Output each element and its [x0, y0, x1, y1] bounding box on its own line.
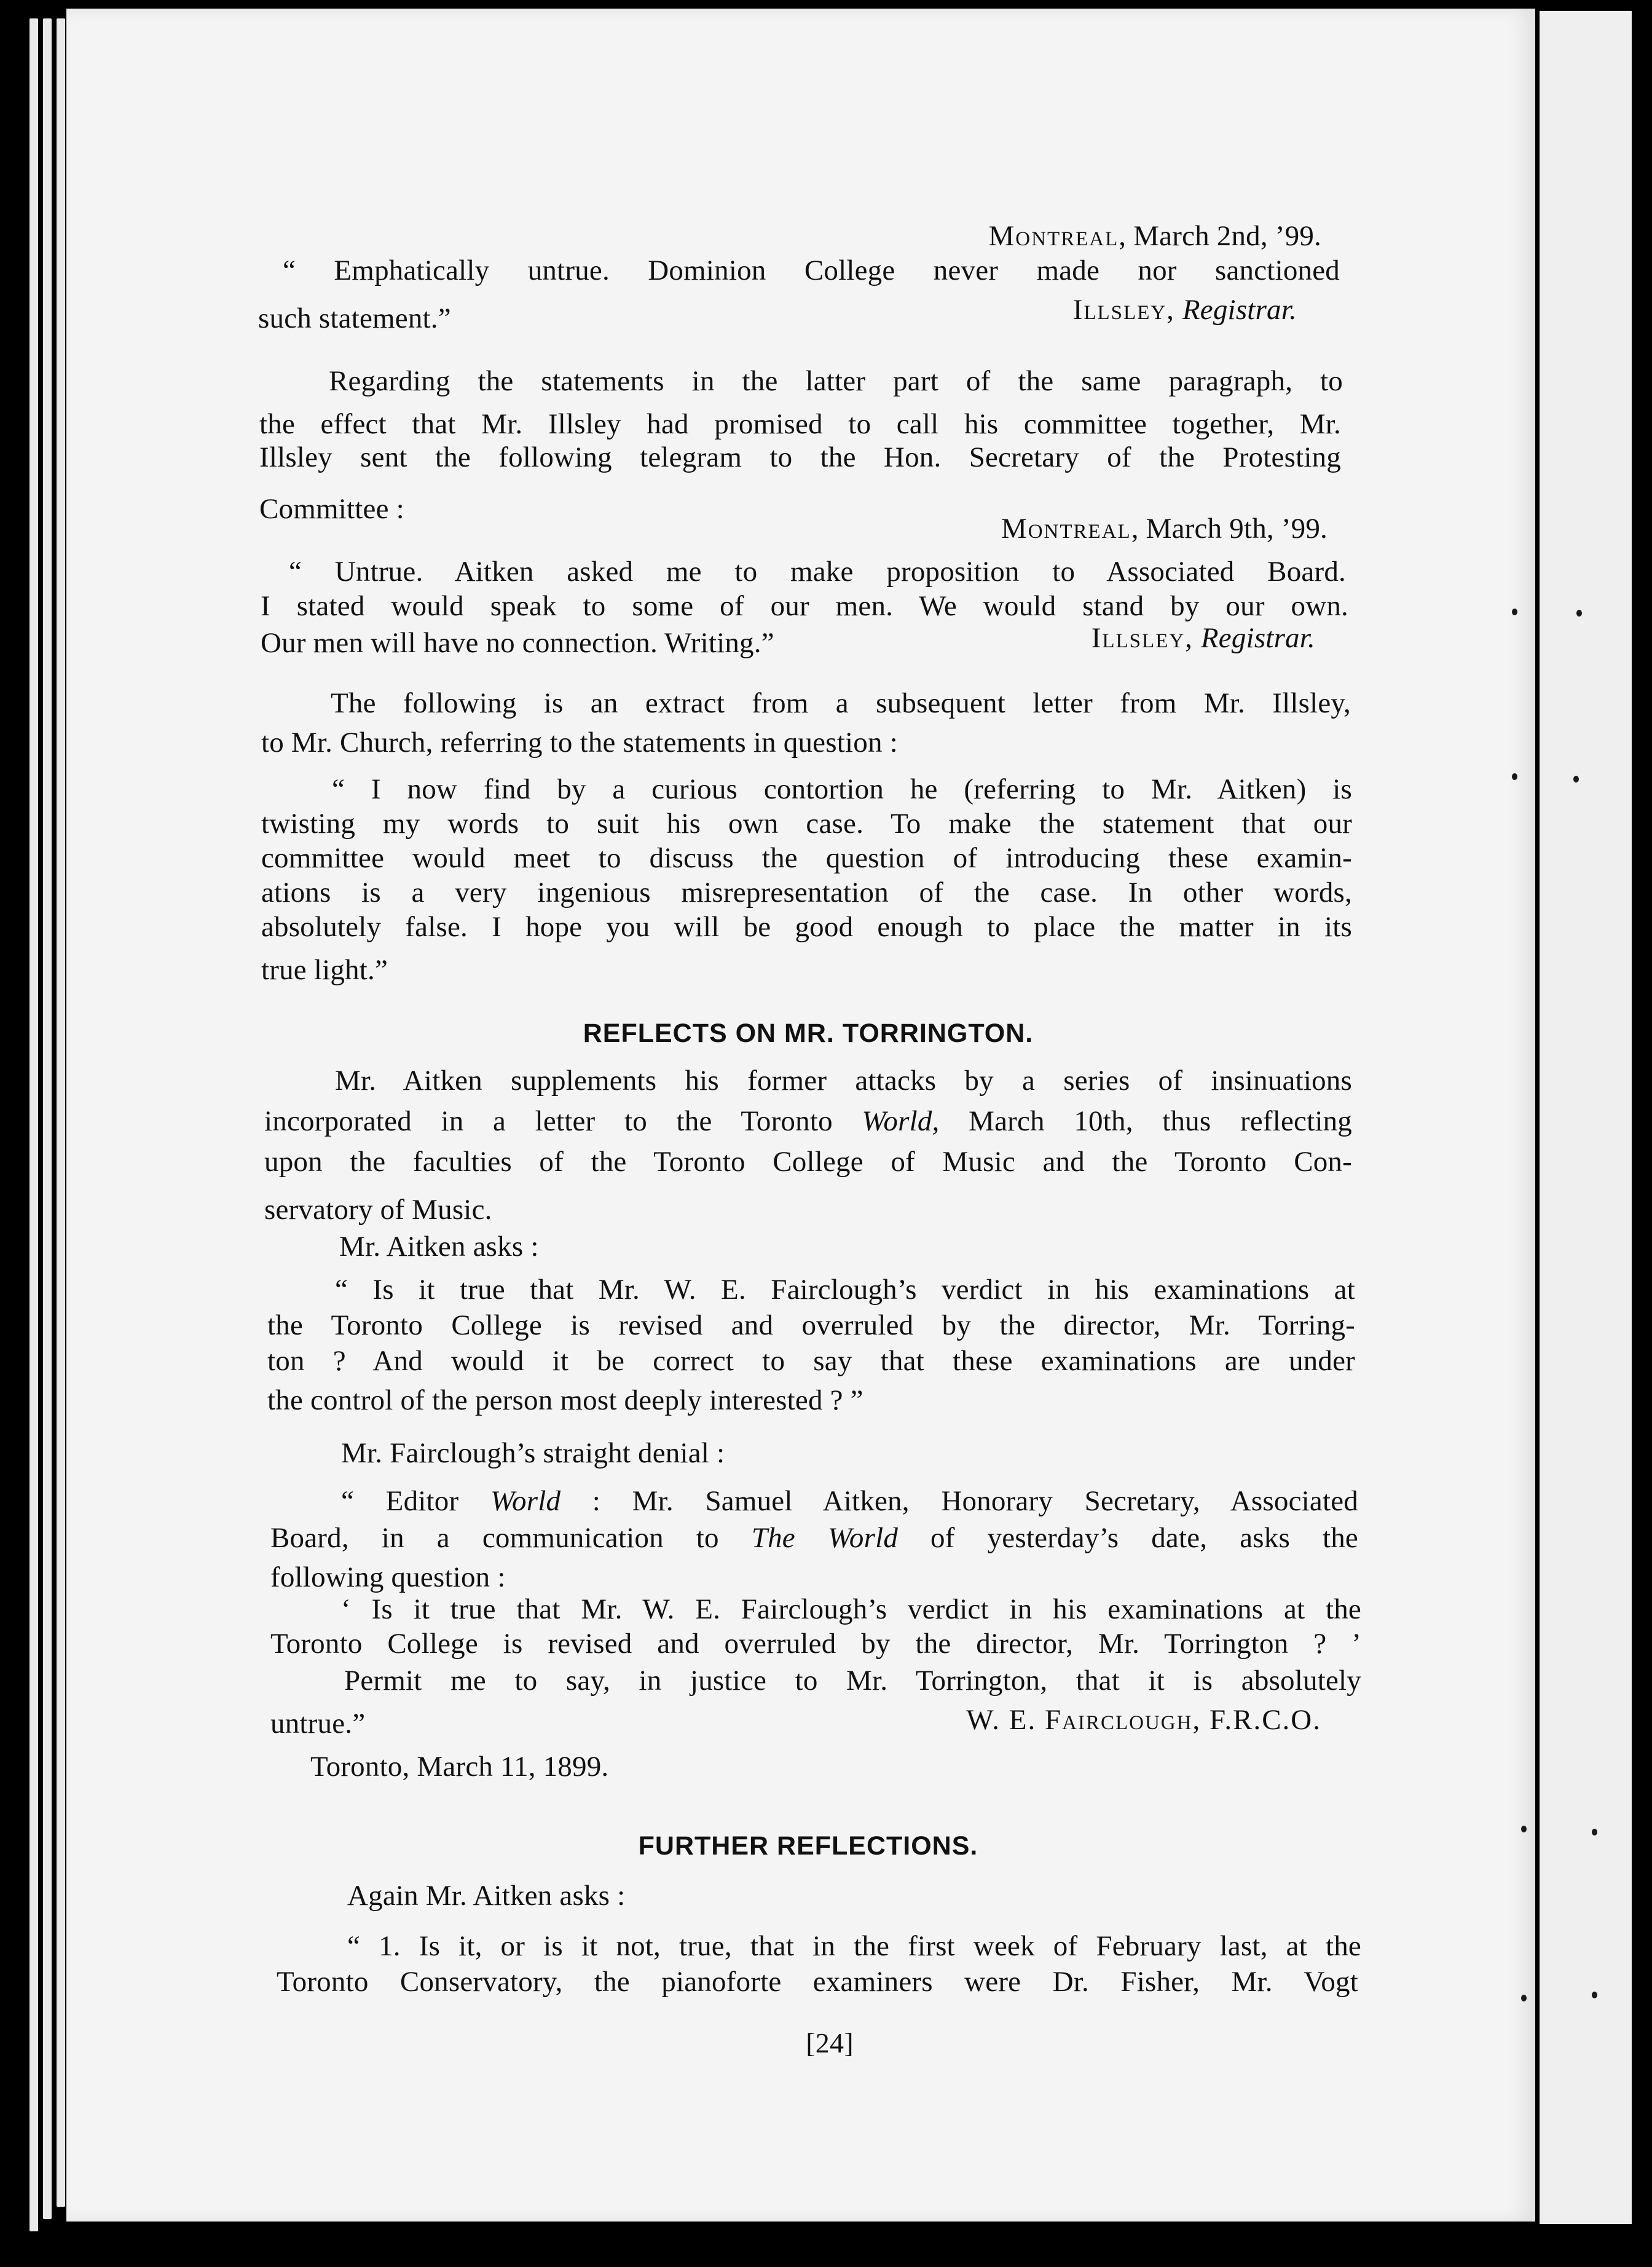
- signature: [860, 293, 1297, 327]
- newspaper-title: World,: [862, 1105, 940, 1137]
- text-fragment: incorporated in a letter to the Toronto: [264, 1105, 862, 1137]
- text-line: absolutely false. I hope you will be good enough to place the matter in its: [261, 911, 1352, 943]
- text-fragment: of yesterday’s date, asks the: [898, 1522, 1358, 1554]
- text-line: the effect that Mr. Illsley had promised to call his committee together, Mr.: [259, 408, 1341, 440]
- text-line: Mr. Aitken supplements his former attacks by a series of insinuations: [335, 1065, 1352, 1097]
- text-line: untrue.”: [270, 1708, 366, 1740]
- signature-name: Illsley,: [1072, 294, 1175, 326]
- signature: W. E. Fairclough, F.R.C.O.: [966, 1704, 1321, 1736]
- text-line: Our men will have no connection. Writing.”: [261, 627, 774, 659]
- text-line: the control of the person most deeply interested ? ”: [267, 1384, 863, 1416]
- text-line: upon the faculties of the Toronto College of Music and the Toronto Con-: [264, 1146, 1352, 1178]
- text-fragment: “ Editor: [341, 1485, 490, 1517]
- scan-speck: [1512, 773, 1517, 780]
- text-line: Permit me to say, in justice to Mr. Torrington, that it is absolutely: [344, 1665, 1361, 1697]
- dateline: Montreal, March 9th, ’99.: [1001, 513, 1328, 545]
- dateline-date: March 2nd, ’99.: [1133, 220, 1321, 252]
- text-fragment: Board, in a communication to: [270, 1522, 752, 1554]
- dateline-place: Montreal: [1001, 513, 1131, 545]
- text-fragment: : Mr. Samuel Aitken, Honorary Secretary, Associated: [560, 1485, 1359, 1517]
- text-fragment: March 10th, thus reflecting: [939, 1105, 1353, 1137]
- text-line: ations is a very ingenious misrepresentation of the case. In other words,: [261, 877, 1352, 909]
- text-line: “ Untrue. Aitken asked me to make proposition to Associated Board.: [289, 556, 1346, 588]
- text-line: true light.”: [261, 954, 388, 986]
- text-line: servatory of Music.: [264, 1194, 492, 1226]
- text-line: Mr. Fairclough’s straight denial :: [341, 1437, 725, 1469]
- scan-speck: [1521, 1995, 1527, 2001]
- text-line: [270, 1521, 1358, 1555]
- dateline: Toronto, March 11, 1899.: [310, 1751, 609, 1783]
- text-line: [264, 1104, 1352, 1138]
- text-line: ‘ Is it true that Mr. W. E. Fairclough’s verdict in his examinations at the: [341, 1593, 1361, 1625]
- scan-speck: [1592, 1829, 1597, 1835]
- page-edge: [57, 18, 65, 2207]
- page-number: [24]: [806, 2027, 854, 2059]
- text-line: the Toronto College is revised and overruled by the director, Mr. Torring-: [267, 1309, 1355, 1341]
- text-line: Regarding the statements in the latter part of the same paragraph, to: [329, 365, 1343, 397]
- text-line: Again Mr. Aitken asks :: [347, 1880, 626, 1912]
- text-line: I stated would speak to some of our men. We would stand by our own.: [261, 590, 1348, 622]
- text-line: twisting my words to suit his own case. To make the statement that our: [261, 808, 1352, 840]
- section-heading: REFLECTS ON MR. TORRINGTON.: [583, 1019, 1034, 1048]
- page-edge: [43, 18, 52, 2219]
- text-line: “ I now find by a curious contortion he (referring to Mr. Aitken) is: [332, 773, 1352, 805]
- text-line: such statement.”: [258, 302, 451, 334]
- newspaper-title: The World: [751, 1522, 899, 1554]
- text-line: committee would meet to discuss the question of introducing these examin-: [261, 842, 1352, 874]
- section-heading: FURTHER REFLECTIONS.: [638, 1831, 978, 1861]
- text-line: ton ? And would it be correct to say that these examinations are under: [267, 1345, 1355, 1377]
- signature: [922, 621, 1315, 655]
- dateline-place: Montreal: [988, 220, 1119, 252]
- text-line: “ Is it true that Mr. W. E. Fairclough’s verdict in his examinations at: [335, 1274, 1355, 1306]
- text-line: to Mr. Church, referring to the statements in question :: [261, 727, 898, 759]
- signature-title: Registrar.: [1182, 294, 1297, 326]
- text-line: [341, 1484, 1358, 1518]
- scan-speck: [1521, 1826, 1527, 1832]
- text-line: The following is an extract from a subsequent letter from Mr. Illsley,: [331, 687, 1351, 719]
- text-line: Toronto Conservatory, the pianoforte examiners were Dr. Fisher, Mr. Vogt: [277, 1966, 1358, 1998]
- text-line: Mr. Aitken asks :: [339, 1231, 539, 1263]
- text-line: Toronto College is revised and overruled by the director, Mr. Torrington ? ’: [270, 1628, 1361, 1660]
- scan-speck: [1573, 776, 1579, 783]
- scan-speck: [1592, 1992, 1597, 1998]
- text-line: “ Emphatically untrue. Dominion College never made nor sanctioned: [283, 254, 1340, 286]
- signature-title: Registrar.: [1200, 622, 1315, 654]
- signature-name: Illsley,: [1091, 622, 1194, 654]
- text-line: Illsley sent the following telegram to the Hon. Secretary of the Protesting: [259, 441, 1341, 473]
- newspaper-title: World: [490, 1485, 561, 1517]
- dateline: Montreal, March 2nd, ’99.: [988, 220, 1321, 252]
- scan-speck: [1576, 610, 1582, 617]
- dateline-date: March 9th, ’99.: [1146, 513, 1328, 545]
- page-edge: [30, 18, 38, 2231]
- scan-speck: [1512, 609, 1517, 615]
- facing-page-edge: [1540, 11, 1632, 2224]
- text-line: Committee :: [259, 493, 404, 525]
- text-line: “ 1. Is it, or is it not, true, that in the first week of February last, at the: [347, 1930, 1361, 1962]
- text-line: following question :: [270, 1561, 506, 1593]
